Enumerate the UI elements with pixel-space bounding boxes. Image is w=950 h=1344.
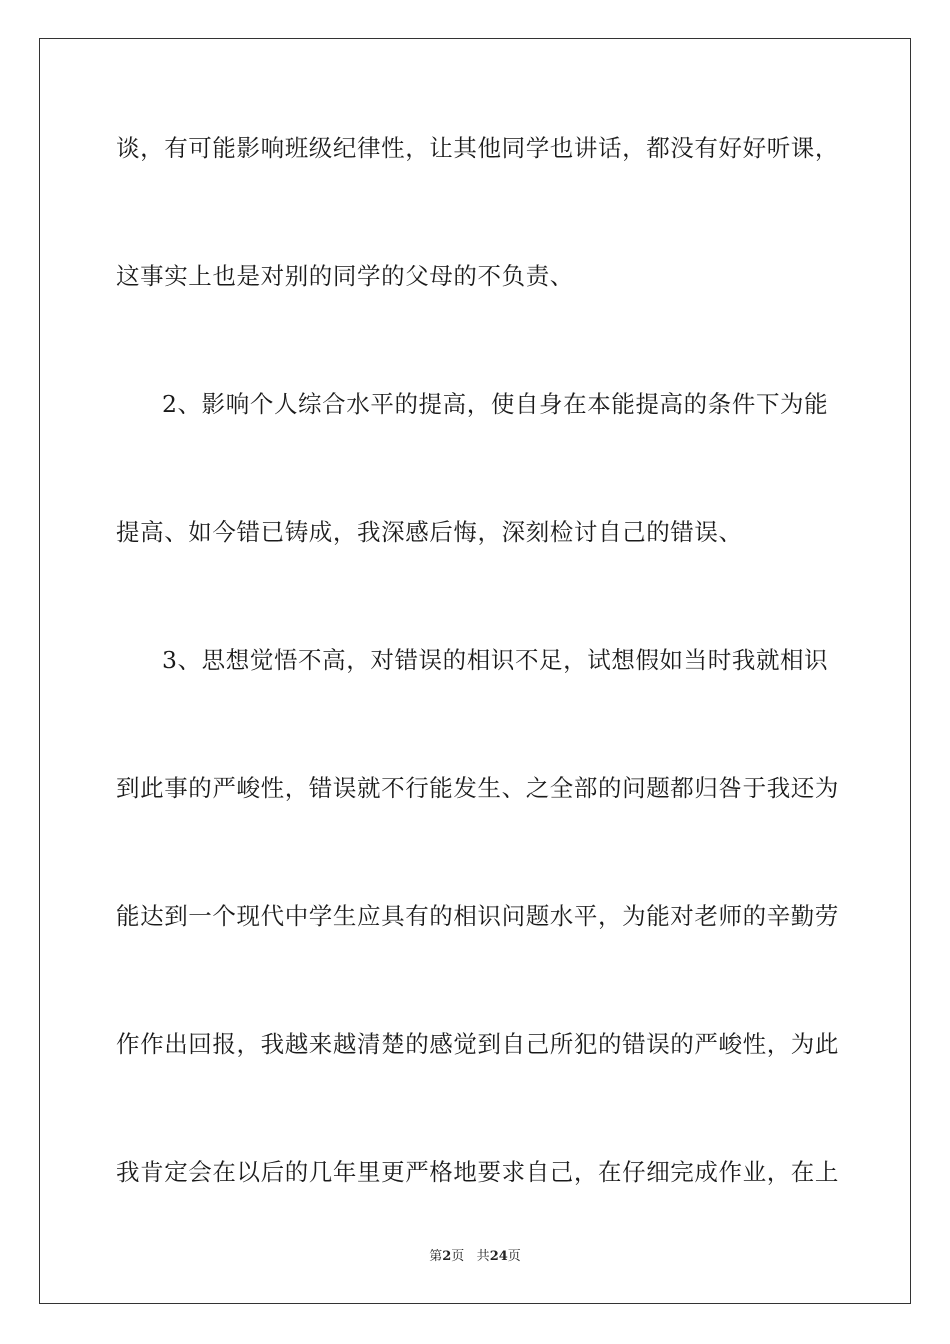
body-line-4: 提高、如今错已铸成，我深感后悔，深刻检讨自己的错误、: [116, 518, 743, 546]
body-line-7: 能达到一个现代中学生应具有的相识问题水平，为能对老师的辛勤劳: [116, 902, 839, 930]
body-line-8: 作作出回报，我越来越清楚的感觉到自己所犯的错误的严峻性，为此: [116, 1030, 839, 1058]
body-line-1: 谈，有可能影响班级纪律性，让其他同学也讲话，都没有好好听课，: [116, 134, 839, 162]
body-line-2: 这事实上也是对别的同学的父母的不负责、: [116, 262, 574, 290]
body-line-5: 3、思想觉悟不高，对错误的相识不足，试想假如当时我就相识: [162, 646, 829, 674]
footer-total-suffix: 页: [507, 1249, 521, 1264]
body-line-3: 2、影响个人综合水平的提高，使自身在本能提高的条件下为能: [162, 390, 829, 418]
body-line-9: 我肯定会在以后的几年里更严格地要求自己，在仔细完成作业，在上: [116, 1158, 839, 1186]
footer-page-prefix: 第: [429, 1249, 443, 1264]
page-footer: [0, 1248, 950, 1266]
footer-page-number: 2: [442, 1249, 452, 1264]
body-line-6: 到此事的严峻性，错误就不行能发生、之全部的问题都归咎于我还为: [116, 774, 839, 802]
footer-page-suffix: 页: [451, 1249, 465, 1264]
footer-total-pages: 24: [489, 1249, 508, 1264]
footer-total-prefix: 共: [476, 1249, 490, 1264]
